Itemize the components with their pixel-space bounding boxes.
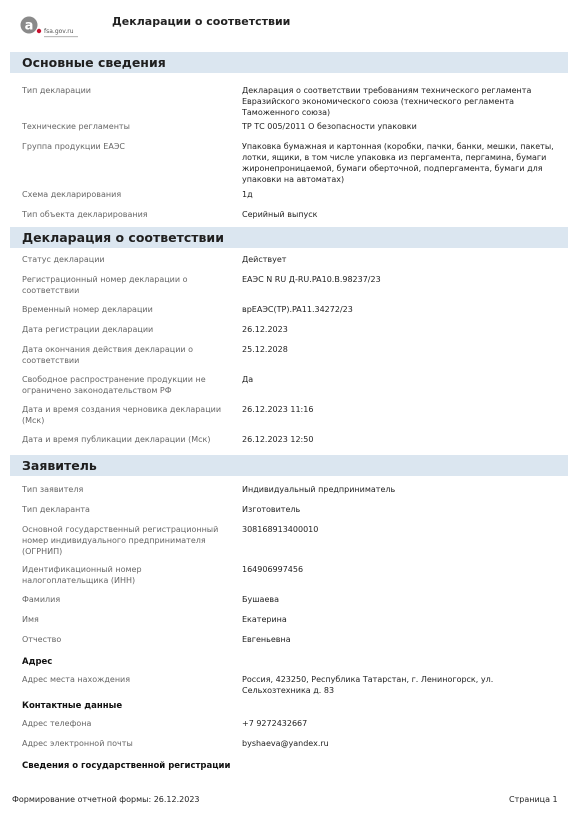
- state-registration-heading: Сведения о государственной регистрации: [22, 761, 231, 771]
- label-expiry-date: Дата окончания действия декларации о соответствии: [22, 345, 194, 365]
- value-reg-number: ЕАЭС N RU Д-RU.PA10.B.98237/23: [242, 275, 381, 284]
- fsa-logo-icon: [20, 14, 100, 42]
- value-temp-number: врЕАЭС(TP).PA11.34272/23: [242, 305, 353, 314]
- label-patronymic: Отчество: [22, 635, 62, 644]
- value-free-distribution: Да: [242, 375, 254, 384]
- contacts-heading: Контактные данные: [22, 701, 123, 711]
- value-last-name: Бушаева: [242, 595, 279, 604]
- label-declaration-type: Тип декларации: [22, 86, 91, 95]
- section-header-main: Основные сведения: [10, 52, 568, 73]
- value-declaration-type: Декларация о соответствии требованиям технического регламента Евразийского экономического союза (технического регламента Таможенного союза): [242, 86, 532, 117]
- section-header-applicant: Заявитель: [10, 455, 568, 476]
- value-expiry-date: 25.12.2028: [242, 345, 288, 354]
- value-status: Действует: [242, 255, 287, 264]
- value-publish-datetime: 26.12.2023 12:50: [242, 435, 314, 444]
- value-object-type: Серийный выпуск: [242, 210, 318, 219]
- value-declaration-scheme: 1д: [242, 190, 253, 199]
- label-phone: Адрес телефона: [22, 719, 92, 728]
- label-object-type: Тип объекта декларирования: [22, 210, 148, 219]
- value-phone: +7 9272432667: [242, 719, 308, 728]
- value-first-name: Екатерина: [242, 615, 287, 624]
- label-declaration-scheme: Схема декларирования: [22, 190, 122, 199]
- label-inn: Идентификационный номер налогоплательщика (ИНН): [22, 565, 142, 585]
- label-product-group: Группа продукции ЕАЭС: [22, 142, 125, 151]
- label-last-name: Фамилия: [22, 595, 61, 604]
- document-title: Декларации о соответствии: [112, 15, 291, 28]
- address-heading: Адрес: [22, 657, 53, 667]
- value-inn: 164906997456: [242, 565, 304, 574]
- value-email: byshaeva@yandex.ru: [242, 739, 329, 748]
- value-tech-regulations: ТР ТС 005/2011 О безопасности упаковки: [242, 122, 417, 131]
- page-number: Страница 1: [509, 795, 558, 804]
- value-address: Россия, 423250, Республика Татарстан, г. Лениногорск, ул. Сельхозтехника д. 83: [242, 675, 494, 695]
- label-applicant-type: Тип заявителя: [22, 485, 84, 494]
- value-applicant-type: Индивидуальный предприниматель: [242, 485, 396, 494]
- label-draft-datetime: Дата и время создания черновика декларации (Мск): [22, 405, 222, 425]
- label-tech-regulations: Технические регламенты: [22, 122, 130, 131]
- label-publish-datetime: Дата и время публикации декларации (Мск): [22, 435, 211, 444]
- value-patronymic: Евгеньевна: [242, 635, 291, 644]
- label-first-name: Имя: [22, 615, 39, 624]
- report-generation-date: Формирование отчетной формы: 26.12.2023: [12, 795, 200, 804]
- value-ogrnip: 308168913400010: [242, 525, 319, 534]
- label-temp-number: Временный номер декларации: [22, 305, 153, 314]
- value-product-group: Упаковка бумажная и картонная (коробки, пачки, банки, мешки, пакеты, лотки, ящики, в том числе упаковка из пергамента, пергамина, бумаги жиронепроницаемой, бумаги оберточной, подпергамента, бумаги для упаковки на автоматах): [242, 142, 554, 184]
- section-header-declaration: Декларация о соответствии: [10, 227, 568, 248]
- label-status: Статус декларации: [22, 255, 105, 264]
- label-address: Адрес места нахождения: [22, 675, 131, 684]
- value-declarant-type: Изготовитель: [242, 505, 301, 514]
- label-declarant-type: Тип декларанта: [22, 505, 90, 514]
- value-reg-date: 26.12.2023: [242, 325, 288, 334]
- label-ogrnip: Основной государственный регистрационный номер индивидуального предпринимателя (ОГРНИП): [22, 525, 219, 556]
- label-reg-number: Регистрационный номер декларации о соответствии: [22, 275, 188, 295]
- label-free-distribution: Свободное распространение продукции не ограничено законодательством РФ: [22, 375, 206, 395]
- value-draft-datetime: 26.12.2023 11:16: [242, 405, 314, 414]
- svg-text:fsa.gov.ru: fsa.gov.ru: [44, 28, 74, 35]
- label-email: Адрес электронной почты: [22, 739, 133, 748]
- svg-text:a: a: [24, 18, 34, 34]
- label-reg-date: Дата регистрации декларации: [22, 325, 154, 334]
- page-header: [20, 12, 565, 42]
